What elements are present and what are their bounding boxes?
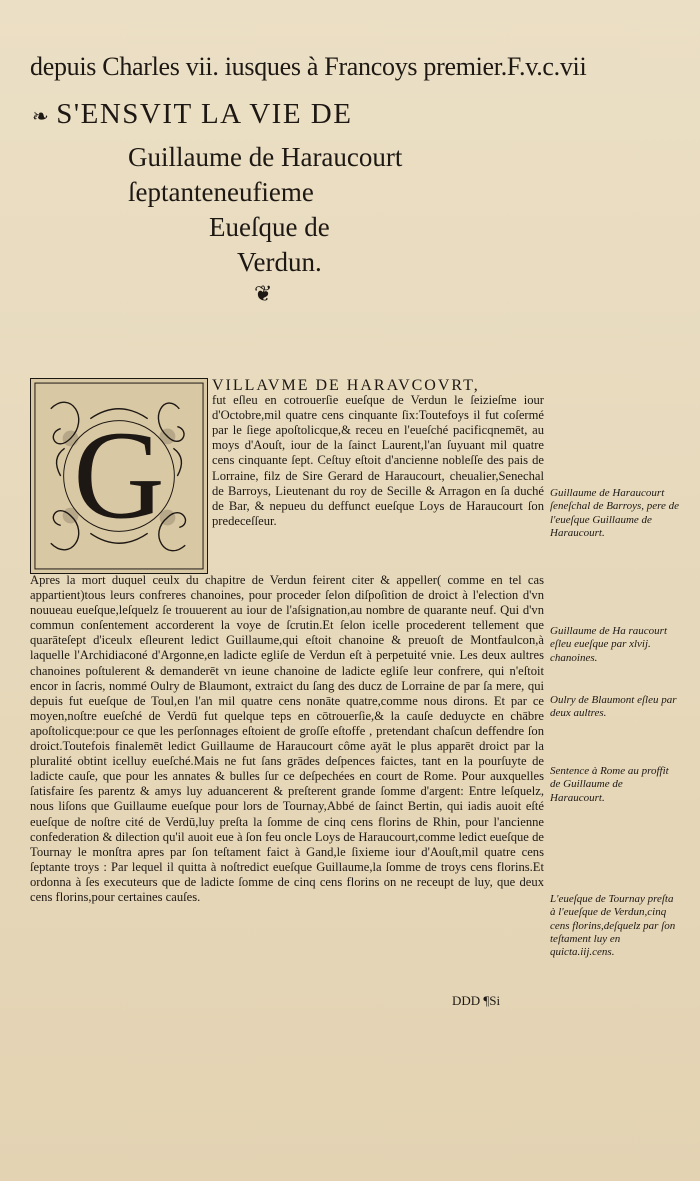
body-paragraph-2: Apres la mort duquel ceulx du chapitre de Verdun feirent citer & appeller( comme en tel cas appartient)tous leurs confreres chanoines, pour proceder ſelon diſpoſition de droict à l'election d'vn nouueau eueſque,leſquelz ſe trouuerent au iour de l'aſsignation,au nombre de quarante neuf. Qui d'vn commun conſentement accorderent la voye de ſcrutin.Et ſelon icelle procederent tellement que quarāteſept d'iceulx eſleurent ledict Guillaume,qui eſtoit chanoine & preuoſt de Montfaulcon,à laquelle l'Archidiaconé d'Argonne,en ladicte egliſe de Verdun eſt à perpetuité vnie. Les deux aultres chanoines poſtulerent & demanderēt vn ieune chanoine de ladicte egliſe leur confrere, qui n'eſtoit encor in ſacris, nommé Oulry de Blaumont, extraict du ſang des ducz de Lorraine de par ſa mere, qui depuis fut eueſque de Toul,en l'an mil quatre cens nonāte quatre,comme nous dirons. Et par ce moyen,noſtre eueſché de Verdū fut quelque teps en cōtrouerſie,& la cauſe deduycte en chābre apoſtolicque:pour ce que les perſonnages eſtoient de groſſe eſtoffe , pretendant chaſcun deffendre ſon droict.Toutefois finalemēt ledict Guillaume de Haraucourt côme ayāt le plus apparēt droict par la pluralité obtint icelluy eueſché.Mais ne fut ſans grādes deſpences faictes, tant en la pourſuyte de ladicte cauſe, que pour les annates & bulles ſur ce deſpechées en court de Rome. Pour auxquelles ſatisfaire ſes parentz & amys luy aduancerent & preſterent grande ſomme d'argent: Entre leſquelz, nous liſons que Guillaume eueſque pour lors de Tournay,Abbé de ſainct Bertin, qui iadis auoit eſté eueſque de noſtre cité de Verdū,luy preſta la ſomme de cinq cens florins de Rhin, pour l'ancienne confederation & dilection qu'il auoit eue à ſon feu oncle Loys de Haraucourt,comme ledict eueſque de Tournay le monſtra apres par ſon teſtament faict à Gand,le ſixieme iour d'Aouſt,mil quatre cens ſeptante troys : Par lequel il quitta à noſtredict eueſque Guillaume,la ſomme de troys cens florins.Et ordonna à ſes executeurs que de ladicte ſomme de cinq cens florins on ne receupt de luy, que deux cens florins,pour certaines cauſes. [30, 573, 544, 904]
divider-ornament-icon: ❦ [254, 282, 273, 307]
margin-note: Oulry de Blaumont eſleu par deux aultres. [550, 694, 677, 720]
decorated-initial-icon [31, 379, 207, 573]
title-line-5: Verdun. [237, 247, 322, 277]
initial-letter: G [73, 405, 165, 546]
catchword: DDD ¶Si [452, 993, 501, 1008]
fleuron-icon: ❧ [32, 105, 51, 128]
margin-note: Guillaume de Ha raucourt eſleu eueſque par xlvij. chanoines. [550, 625, 668, 664]
decorated-initial [30, 378, 208, 574]
margin-note: L'eueſque de Tournay preſta à l'eueſque de Verdun,cinq cens florins,deſquelz par ſon teſtament luy en quicta.iij.cens. [550, 893, 676, 959]
body-text-wide [30, 573, 544, 905]
title-heading: S'ENSVIT LA VIE DE [56, 98, 353, 130]
body-first-line: VILLAVME DE HARAVCOVRT, [212, 377, 480, 394]
margin-note: Guillaume de Haraucourt ſeneſchal de Barroys, pere de l'eueſque Guillaume de Haraucourt. [550, 487, 680, 539]
body-text-narrow [212, 378, 544, 529]
body-paragraph-1: fut eſleu en cotrouerſie eueſque de Verdun le ſeizieſme iour d'Octobre,mil quatre cens cinquante ſix:Toutefoys il fut coſermé par le ſiege apoſtolicque,& receu en l'eueſché pacificqnemēt, au moys d'Aouſt, iour de la ſainct Laurent,l'an ſuyuant mil quatre cens cinquante ſept. Ceſtuy eſtoit d'ancienne nobleſſe des pais de Lorraine, filz de Sire Gerard de Haraucourt, cheualier,Senechal de Barroys, Lieutenant du roy de Secille & Arragon en ſa duché de Bar, & nepueu du deffunct eueſque Loys de Haraucourt ſon predeceſſeur. [212, 393, 544, 528]
margin-note: Sentence à Rome au proffit de Guillaume de Haraucourt. [550, 765, 669, 804]
title-line-2: Guillaume de Haraucourt [128, 142, 403, 172]
title-line-1 [32, 98, 632, 131]
running-head: depuis Charles vii. iusques à Francoys premier.F.v.c.vii [30, 52, 587, 81]
title-line-3: ſeptanteneufieme [128, 177, 314, 207]
title-line-4: Eueſque de [209, 212, 330, 242]
